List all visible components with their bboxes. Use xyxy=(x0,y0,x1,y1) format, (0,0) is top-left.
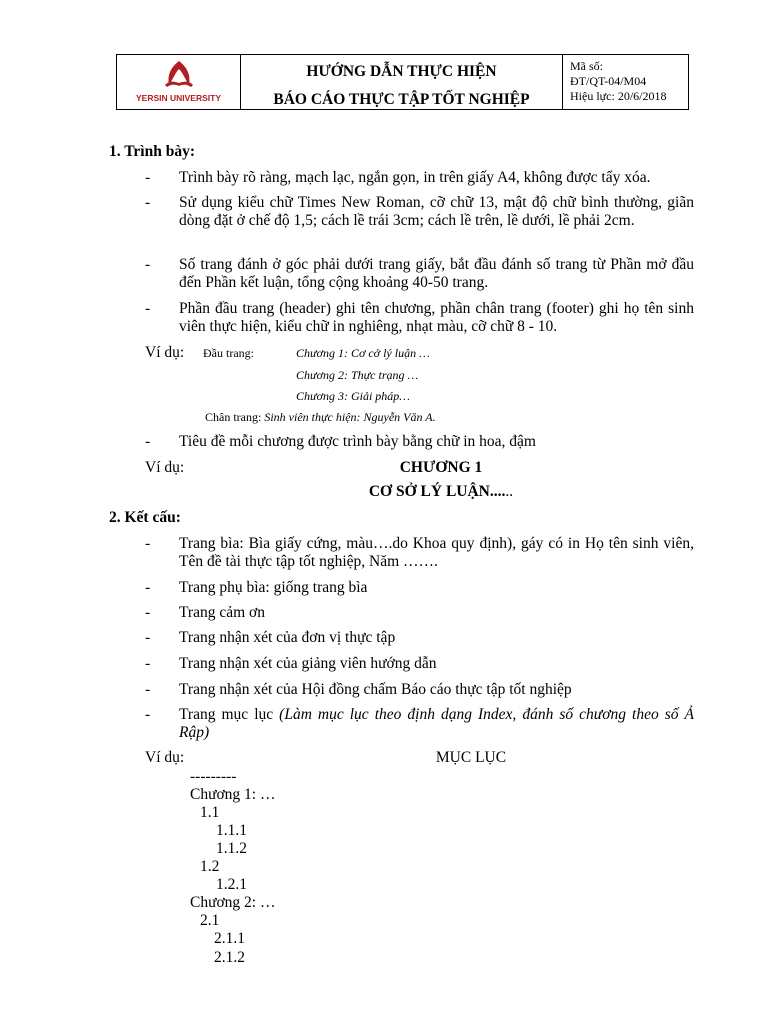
header-example-2: Chương 2: Thực trạng … xyxy=(296,368,419,382)
section1-bullet-4: Phần đầu trang (header) ghi tên chương, phần chân trang (footer) ghi họ tên sinh viên thực hiện, kiểu chữ in nghiêng, nhạt màu, cỡ chữ 8 - 10. xyxy=(179,300,694,335)
effective-date: Hiệu lực: 20/6/2018 xyxy=(570,89,667,103)
header-title-line2: BÁO CÁO THỰC TẬP TỐT NGHIỆP xyxy=(273,91,530,108)
bullet-dash: - xyxy=(145,256,151,273)
section1-bullet-title: Tiêu đề mỗi chương được trình bày bằng chữ in hoa, đậm xyxy=(179,433,536,450)
bullet-dash: - xyxy=(145,706,151,723)
bullet-dash: - xyxy=(145,629,151,646)
toc-line: 1.1.1 xyxy=(216,822,247,839)
document-header-table xyxy=(116,54,689,110)
footer-example: Sinh viên thực hiện: Nguyễn Văn A. xyxy=(264,410,436,424)
yersin-logo-icon xyxy=(161,59,197,89)
section2-bullet-toc xyxy=(179,706,694,742)
bullet-dash: - xyxy=(145,433,151,450)
section1-bullet-1: Trình bày rõ ràng, mạch lạc, ngắn gọn, in trên giấy A4, không được tẩy xóa. xyxy=(179,169,651,186)
header-title-line1: HƯỚNG DẪN THỰC HIỆN xyxy=(306,63,497,80)
bullet-dash: - xyxy=(145,604,151,621)
toc-line: 2.1.1 xyxy=(214,930,245,947)
section2-bullet-6: Trang nhận xét của Hội đồng chấm Báo cáo thực tập tốt nghiệp xyxy=(179,681,572,698)
code-label: Mã số: xyxy=(570,59,603,73)
section2-bullet-2: Trang phụ bìa: giống trang bìa xyxy=(179,579,368,596)
section1-heading: 1. Trình bày: xyxy=(109,143,195,160)
code-value: ĐT/QT-04/M04 xyxy=(570,74,647,88)
section2-bullet-3: Trang cảm ơn xyxy=(179,604,265,621)
chapter-subtitle xyxy=(300,483,582,501)
example-label: Ví dụ: xyxy=(145,344,185,361)
toc-line: 1.2 xyxy=(200,858,220,875)
bullet-dash: - xyxy=(145,169,151,186)
bullet-dash: - xyxy=(145,681,151,698)
header-example-3: Chương 3: Giải pháp… xyxy=(296,389,410,403)
section1-bullet-2: Sử dụng kiểu chữ Times New Roman, cỡ chữ 13, mật độ chữ bình thường, giãn dòng đặt ở chế độ 1,5; cách lề trái 3cm; cách lề trên, lề dưới, lề phải 2cm. xyxy=(179,194,694,229)
code-cell xyxy=(562,55,689,109)
header-example-1: Chương 1: Cơ cở lý luận … xyxy=(296,346,430,360)
toc-line: 2.1.2 xyxy=(214,949,245,966)
chapter-title: CHƯƠNG 1 xyxy=(399,459,483,476)
toc-line: 1.1 xyxy=(200,804,220,821)
toc-title: MỤC LỤC xyxy=(435,749,507,766)
toc-bullet-italic: (Làm mục lục theo định dạng Index, đánh số chương theo số Ả Rập) xyxy=(179,706,694,741)
toc-line: Chương 2: … xyxy=(190,894,276,911)
section2-bullet-5: Trang nhận xét của giảng viên hướng dẫn xyxy=(179,655,437,672)
logo-cell xyxy=(117,55,241,109)
bullet-dash: - xyxy=(145,579,151,596)
footer-label: Chân trang: xyxy=(205,410,262,424)
toc-line: 2.1 xyxy=(200,912,220,929)
example2-label: Ví dụ: xyxy=(145,459,185,476)
bullet-dash: - xyxy=(145,535,151,552)
footer-line xyxy=(205,410,436,425)
bullet-dash: - xyxy=(145,655,151,672)
example3-label: Ví dụ: xyxy=(145,749,185,766)
chapter-subtitle-rest: .. xyxy=(505,483,514,500)
section2-bullet-4: Trang nhận xét của đơn vị thực tập xyxy=(179,629,396,646)
logo-text: YERSIN UNIVERSITY xyxy=(135,93,222,103)
toc-line: Chương 1: … xyxy=(190,786,276,803)
header-label: Đầu trang: xyxy=(203,346,254,360)
bullet-dash: - xyxy=(145,194,151,211)
section2-bullet-1: Trang bìa: Bìa giấy cứng, màu….do Khoa quy định), gáy có in Họ tên sinh viên, Tên đề tài thực tập tốt nghiệp, Năm ……. xyxy=(179,535,694,570)
toc-line: --------- xyxy=(190,768,237,785)
toc-line: 1.2.1 xyxy=(216,876,247,893)
toc-bullet-plain: Trang mục lục xyxy=(179,706,280,723)
toc-line: 1.1.2 xyxy=(216,840,247,857)
bullet-dash: - xyxy=(145,300,151,317)
section2-heading: 2. Kết cấu: xyxy=(109,509,181,526)
chapter-subtitle-bold: CƠ SỞ LÝ LUẬN.... xyxy=(368,483,506,500)
section1-bullet-3: Số trang đánh ở góc phải dưới trang giấy, bắt đầu đánh số trang từ Phần mở đầu đến Phần kết luận, tổng cộng khoảng 40-50 trang. xyxy=(179,256,694,291)
